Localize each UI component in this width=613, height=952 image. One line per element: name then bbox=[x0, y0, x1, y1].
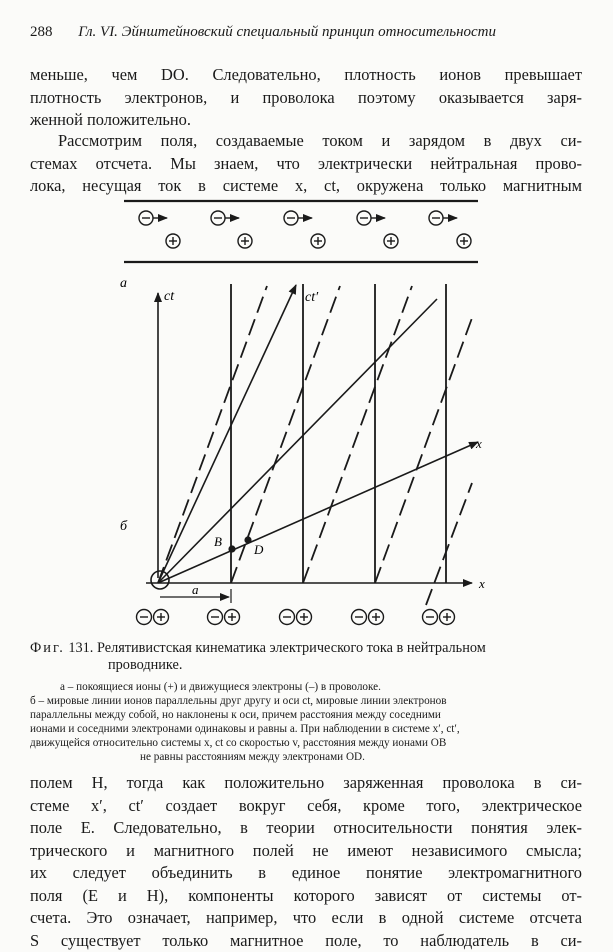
text-line: трического и магнитного полей не имеют независимого смысла; bbox=[30, 840, 582, 863]
text-line: плотность электронов, и проволока поэтому оказывается заря- bbox=[30, 87, 582, 110]
running-title: Гл. VI. Эйнштейновский специальный принцип относительности bbox=[78, 24, 496, 40]
wire-diagram bbox=[124, 201, 478, 262]
ion bbox=[238, 234, 252, 248]
caption-body bbox=[30, 680, 582, 764]
point-B-marker bbox=[228, 545, 235, 552]
text-line: поле E. Следовательно, в теории относительности понятия элек- bbox=[30, 817, 582, 840]
ion bbox=[311, 234, 325, 248]
text-line: женной положительно. bbox=[30, 109, 582, 132]
text-line: счета. Это означает, например, что если в одной системе отсчета bbox=[30, 907, 582, 930]
ct-prime-axis-label: ct′ bbox=[305, 290, 319, 305]
charge-pair bbox=[137, 610, 169, 625]
x-prime-axis-label: x bbox=[475, 436, 482, 451]
x-prime-axis bbox=[158, 442, 478, 583]
paragraph-3 bbox=[30, 772, 582, 952]
caption-line: не равны расстояниям между электронами OD. bbox=[30, 750, 582, 764]
electron bbox=[357, 211, 385, 225]
caption-number: 131. bbox=[68, 640, 93, 656]
caption-line: а – покоящиеся ионы (+) и движущиеся электроны (–) в проволоке. bbox=[30, 680, 582, 694]
point-D-marker bbox=[244, 536, 251, 543]
caption-title bbox=[30, 640, 582, 674]
text-line: полем H, тогда как положительно заряженная проволока в си- bbox=[30, 772, 582, 795]
electron-world-line bbox=[303, 286, 412, 583]
caption-line: б – мировые линии ионов параллельны друг другу и оси ct, мировые линии электронов bbox=[30, 694, 582, 708]
charge-pairs bbox=[137, 610, 455, 625]
caption-title-line bbox=[30, 640, 582, 657]
x-axis-label: x bbox=[478, 576, 485, 591]
page-number: 288 bbox=[30, 24, 53, 40]
text-line: стемах отсчета. Мы знаем, что электрически нейтральная прово- bbox=[30, 153, 582, 176]
electron-world-lines bbox=[158, 286, 472, 605]
ct-axis-label: ct bbox=[164, 289, 175, 304]
electron bbox=[284, 211, 312, 225]
ct-prime-axis bbox=[158, 285, 296, 583]
ion bbox=[457, 234, 471, 248]
text-line: поля (E и H), компоненты которого зависят от системы от- bbox=[30, 885, 582, 908]
charge-pair bbox=[352, 610, 384, 625]
charge-pair bbox=[208, 610, 240, 625]
figure-caption bbox=[30, 640, 582, 764]
electron bbox=[211, 211, 239, 225]
caption-title-text: Релятивистская кинематика электрического тока в нейтральном bbox=[97, 640, 486, 656]
simultaneity-line bbox=[158, 299, 437, 583]
point-D-label: D bbox=[253, 542, 264, 557]
caption-line: движущейся относительно системы x, ct со скоростью v, расстояния между ионами OB bbox=[30, 736, 582, 750]
spacing-label: a bbox=[192, 582, 199, 597]
charge-pair bbox=[423, 610, 455, 625]
caption-prefix: Фиг. bbox=[30, 640, 65, 656]
text-line: меньше, чем DO. Следовательно, плотность ионов превышает bbox=[30, 64, 582, 87]
electron-world-line bbox=[426, 483, 472, 605]
caption-title-line: проводнике. bbox=[30, 657, 582, 674]
text-line: S существует только магнитное поле, то наблюдатель в си- bbox=[30, 930, 582, 952]
ion bbox=[166, 234, 180, 248]
caption-line: ионами и соседними электронами одинаковы и равны a. При наблюдении в системе x′, ct′, bbox=[30, 722, 582, 736]
text-line: стеме x′, ct′ создает вокруг себя, кроме того, электрическое bbox=[30, 795, 582, 818]
label-b: б bbox=[120, 519, 128, 534]
text-line: их следует объединить в единое понятие электромагнитного bbox=[30, 862, 582, 885]
ion-world-lines bbox=[231, 284, 446, 583]
spacetime-diagram bbox=[146, 284, 478, 605]
text-line: лока, несущая ток в системе x, ct, окружена только магнитным bbox=[30, 175, 582, 198]
text-line: Рассмотрим поля, создаваемые током и зарядом в двух си- bbox=[30, 130, 582, 153]
electron bbox=[139, 211, 167, 225]
point-B-label: B bbox=[214, 534, 222, 549]
ion bbox=[384, 234, 398, 248]
label-a: а bbox=[120, 276, 127, 291]
caption-line: параллельны между собой, но наклонены к оси, причем расстояния между соседними bbox=[30, 708, 582, 722]
charge-pair bbox=[280, 610, 312, 625]
electron bbox=[429, 211, 457, 225]
